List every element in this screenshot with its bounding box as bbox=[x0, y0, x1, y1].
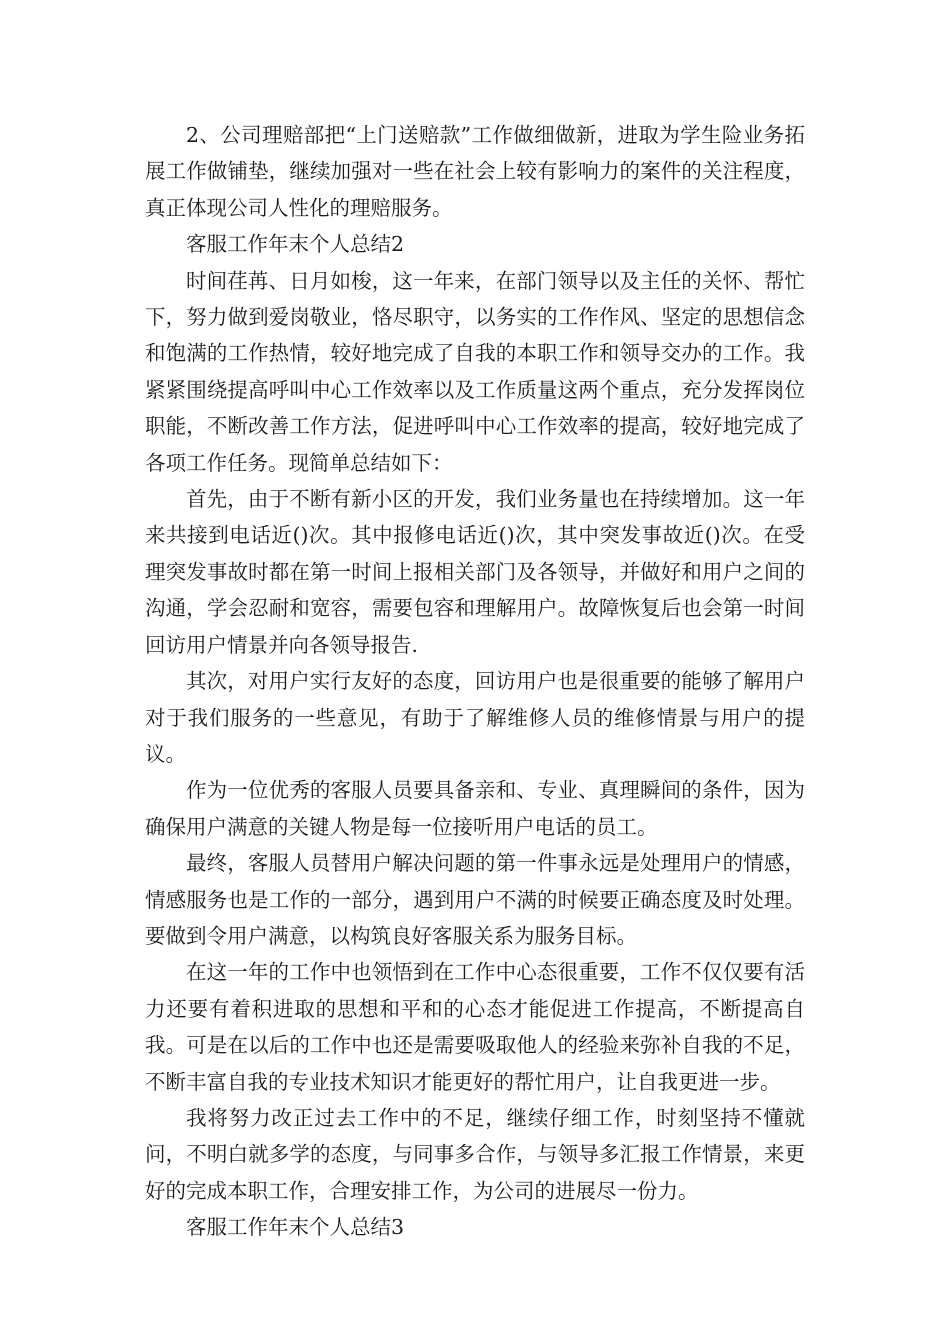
paragraph-commitment: 我将努力改正过去工作中的不足，继续仔细工作，时刻坚持不懂就问，不明白就多学的态度，与同事多合作，与领导多汇报工作情景，来更好的完成本职工作，合理安排工作，为公司的进展尽一份力。 bbox=[145, 1105, 805, 1203]
section-heading-2: 客服工作年末个人总结2 bbox=[186, 232, 405, 257]
paragraph-finally: 最终，客服人员替用户解决问题的第一件事永远是处理用户的情感，情感服务也是工作的一部分，遇到用户不满的时候要正确态度及时处理。要做到令用户满意，以构筑良好客服关系为服务目标。 bbox=[145, 851, 805, 948]
paragraph-second: 其次，对用户实行友好的态度，回访用户也是很重要的能够了解用户对于我们服务的一些意见，有助于了解维修人员的维修情景与用户的提议。 bbox=[145, 669, 805, 766]
paragraph-intro: 时间荏苒、日月如梭，这一年来，在部门领导以及主任的关怀、帮忙下，努力做到爱岗敬业，恪尽职守，以务实的工作作风、坚定的思想信念和饱满的工作热情，较好地完成了自我的本职工作和领导交办的工作。我紧紧围绕提高呼叫中心工作效率以及工作质量这两个重点，充分发挥岗位职能，不断改善工作方法，促进呼叫中心工作效率的提高，较好地完成了各项工作任务。现简单总结如下： bbox=[145, 268, 805, 475]
paragraph-qualities: 作为一位优秀的客服人员要具备亲和、专业、真理瞬间的条件，因为确保用户满意的关键人物是每一位接听用户电话的员工。 bbox=[145, 778, 805, 839]
paragraph-claims-service: 2、公司理赔部把“上门送赔款”工作做细做新，进取为学生险业务拓展工作做铺垫，继续加强对一些在社会上较有影响力的案件的关注程度，真正体现公司人性化的理赔服务。 bbox=[145, 123, 805, 220]
paragraph-reflection: 在这一年的工作中也领悟到在工作中心态很重要，工作不仅仅要有活力还要有着积进取的思想和平和的心态才能促进工作提高，不断提高自我。可是在以后的工作中也还是需要吸取他人的经验来弥补自我的不足，不断丰富自我的专业技术知识才能更好的帮忙用户，让自我更进一步。 bbox=[145, 960, 805, 1094]
document-body bbox=[145, 117, 805, 1246]
paragraph-first: 首先，由于不断有新小区的开发，我们业务量也在持续增加。这一年来共接到电话近()次。其中报修电话近()次，其中突发事故近()次。在受理突发事故时都在第一时间上报相关部门及各领导，并做好和用户之间的沟通，学会忍耐和宽容，需要包容和理解用户。故障恢复后也会第一时间回访用户情景并向各领导报告. bbox=[145, 487, 805, 657]
section-heading-3: 客服工作年末个人总结3 bbox=[186, 1215, 405, 1240]
